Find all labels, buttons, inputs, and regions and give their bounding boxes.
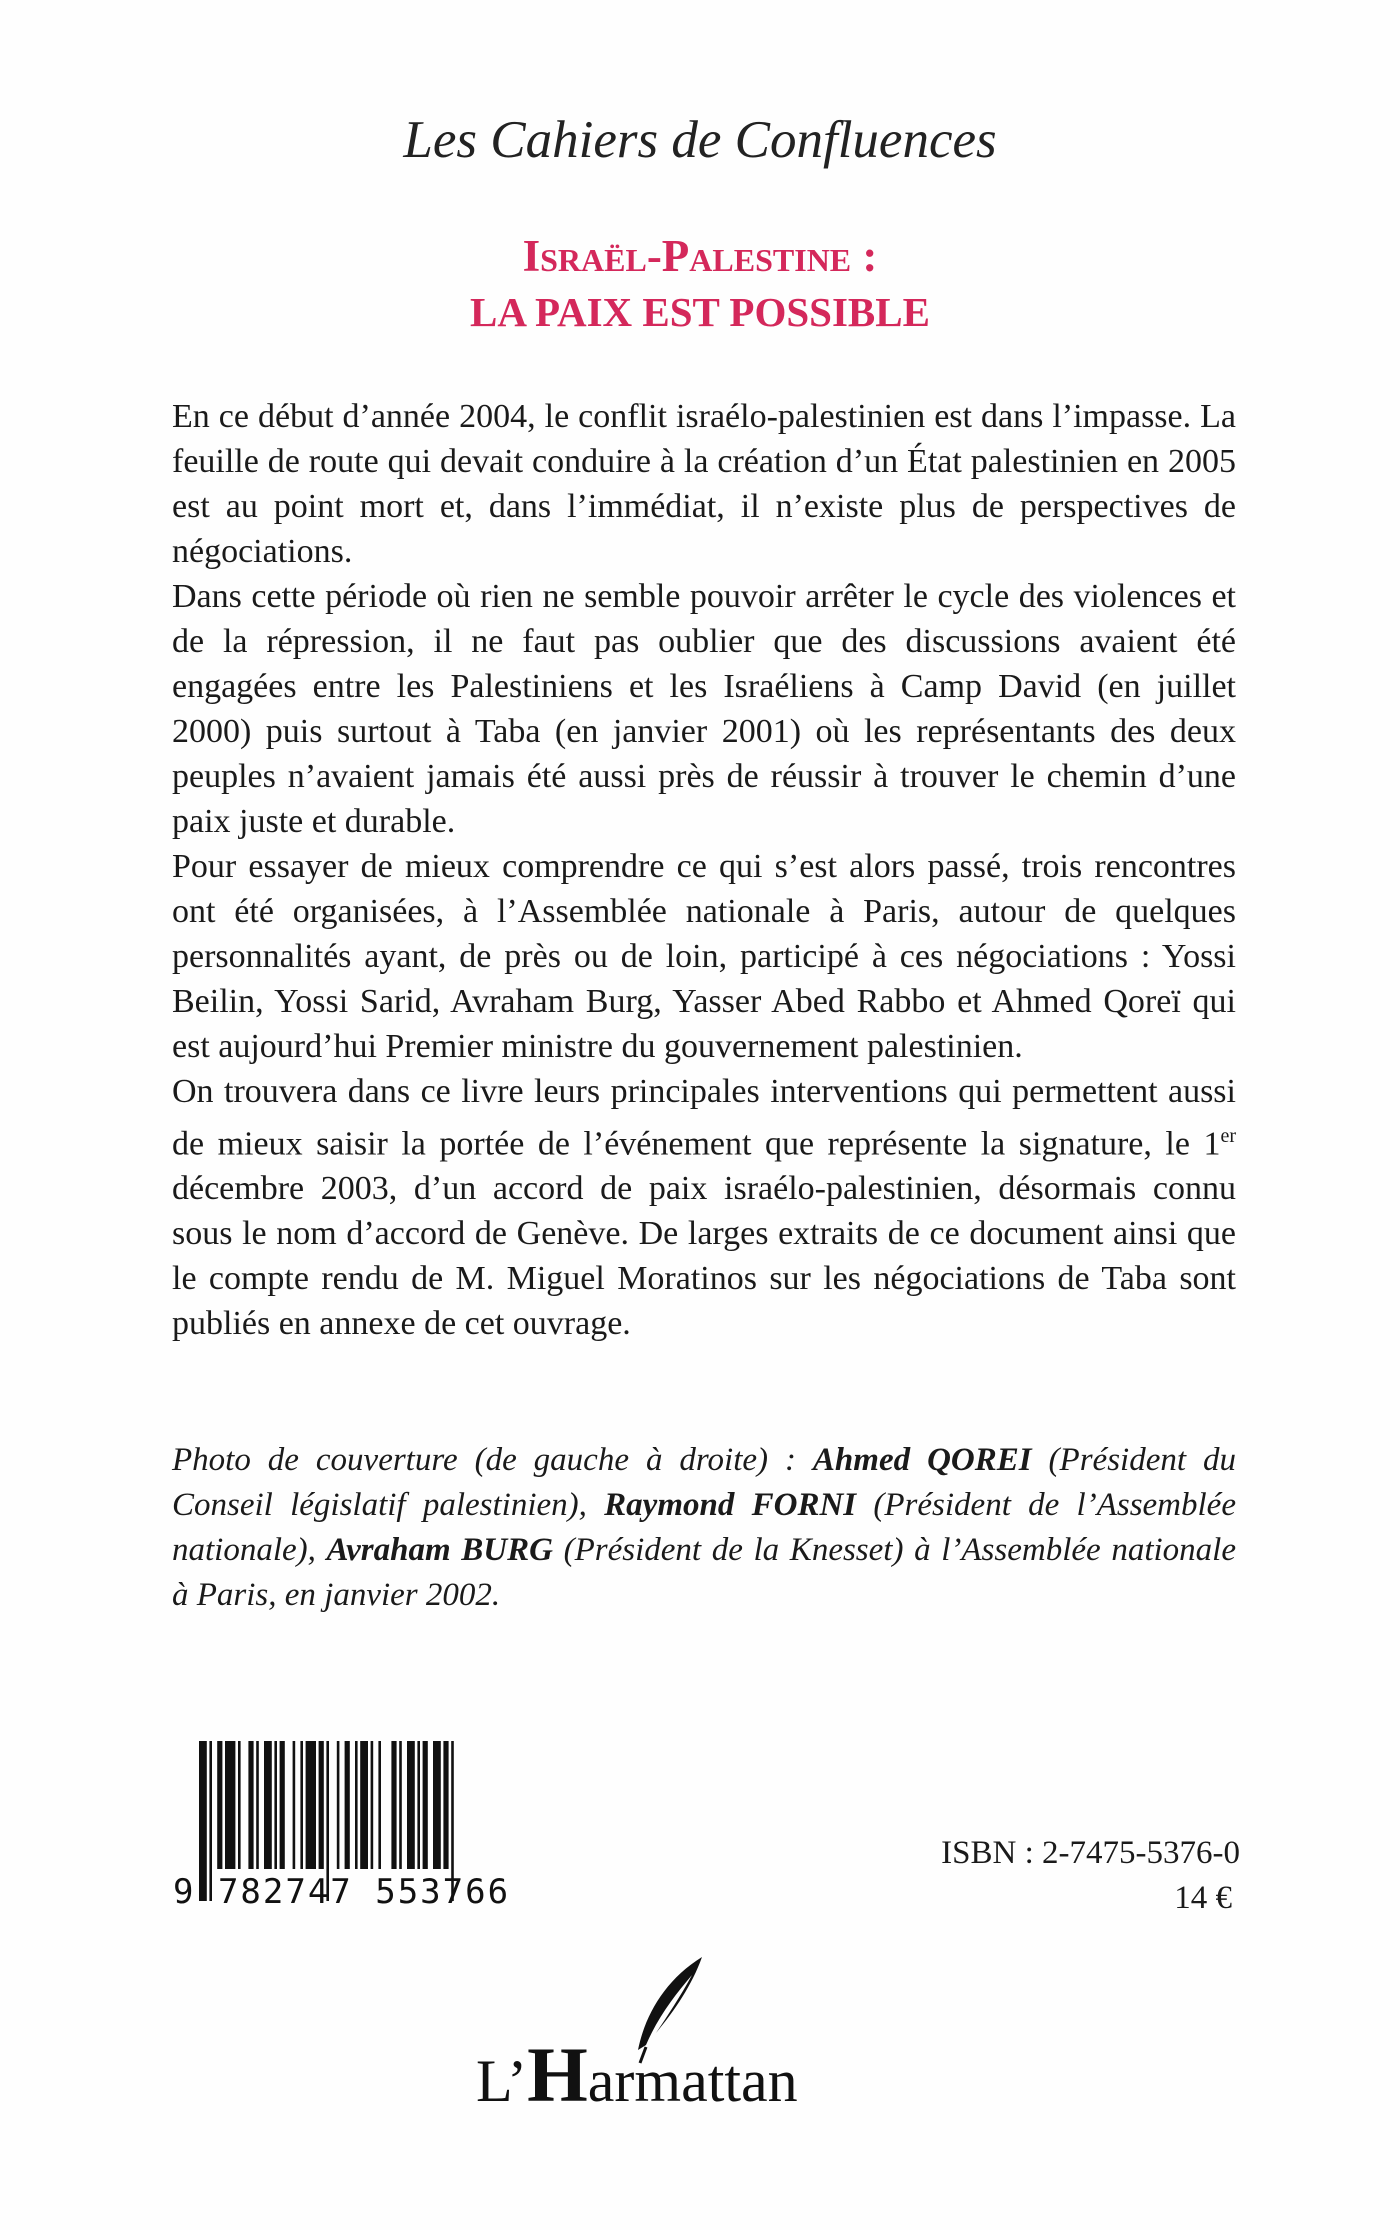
barcode-bar (280, 1741, 285, 1869)
barcode-bar (407, 1741, 415, 1869)
barcode-bar (337, 1741, 340, 1869)
series-title: Les Cahiers de Confluences (403, 111, 997, 169)
publisher-initial: H (527, 2031, 588, 2118)
caption-name-1: Ahmed QOREI (812, 1442, 1032, 1478)
isbn: ISBN : 2-7475-5376-0 (941, 1835, 1240, 1871)
barcode-bar (443, 1741, 448, 1869)
barcode-bar (225, 1741, 235, 1869)
caption-intro: Photo de couverture (de gauche à droite) : (172, 1442, 813, 1478)
barcode-bar (371, 1741, 374, 1869)
photo-caption (172, 1438, 1236, 1618)
barcode-number: 9 782747 553766 (173, 1872, 511, 1912)
blurb-paragraph-4 (172, 1069, 1236, 1346)
barcode-bar (256, 1741, 259, 1869)
caption-name-3: Avraham BURG (326, 1532, 553, 1568)
price: 14 € (1174, 1880, 1232, 1916)
barcode-bar (300, 1741, 303, 1869)
barcode-bar (399, 1741, 402, 1869)
blurb (172, 394, 1236, 1346)
book-title-line1: Israël-Palestine : (522, 231, 878, 281)
barcode-bar (391, 1741, 396, 1869)
barcode-bar (355, 1741, 358, 1869)
caption-role-3: (Président de la Knesset) à l’Assemblée nationale à Paris, en janvier 2002. (172, 1532, 1236, 1613)
publisher-name (476, 2031, 798, 2118)
book-title-line2: LA PAIX EST POSSIBLE (470, 289, 930, 335)
publisher-rest: armattan (587, 2048, 798, 2114)
barcode-bar (264, 1741, 272, 1869)
barcode-bar (433, 1741, 441, 1869)
caption-name-2: Raymond FORNI (604, 1487, 857, 1523)
barcode-bar (248, 1741, 253, 1869)
barcode-bar (319, 1741, 324, 1869)
caption-role-2: (Président de l’Assemblée nationale), (172, 1487, 1236, 1568)
blurb-paragraph-3: Pour essayer de mieux comprendre ce qui s’est alors passé, trois rencontres ont été organisées, à l’Assemblée nationale à Paris, autour de quelques personnalités ayant, de près ou de loin, participé à ces négociations : Yossi Beilin, Yossi Sarid, Avraham Burg, Yasser Abed Rabbo et Ahmed Qoreï qui est aujourd’hui Premier ministre du gouvernement palestinien. (172, 848, 1236, 1065)
publisher-prefix: L’ (476, 2048, 528, 2114)
barcode-bar (274, 1741, 277, 1869)
barcode-bar (417, 1741, 420, 1869)
barcode-bar (238, 1741, 241, 1869)
barcode-bar (306, 1741, 316, 1869)
barcode-bar (217, 1741, 222, 1869)
barcode-bar (378, 1741, 381, 1869)
blurb-paragraph-1: En ce début d’année 2004, le conflit israélo-palestinien est dans l’impasse. La feuille de route qui devait conduire à la création d’un État palestinien en 2005 est au point mort et, dans l’immédiat, il n’existe plus de perspectives de négociations. (172, 398, 1236, 570)
barcode-bar (360, 1741, 368, 1869)
caption-role-1: (Président du Conseil législatif palestinien), (172, 1442, 1236, 1523)
blurb-paragraph-2: Dans cette période où rien ne semble pouvoir arrêter le cycle des violences et de la répression, il ne faut pas oublier que des discussions avaient été engagées entre les Palestiniens et les Israéliens à Camp David (en juillet 2000) puis surtout à Taba (en janvier 2001) où les représentants des deux peuples n’avaient jamais été aussi près de réussir à trouver le chemin d’une paix juste et durable. (172, 578, 1236, 840)
book-title (0, 228, 1400, 340)
paragraph4-start: On trouvera dans ce livre leurs principales interventions qui permettent aussi de mieux saisir la portée de l’événement que représente la signature, le 1 (172, 1073, 1236, 1163)
barcode-bar (345, 1741, 350, 1869)
barcode-bar (293, 1741, 296, 1869)
ordinal-superscript: er (1220, 1125, 1236, 1147)
paragraph4-end: décembre 2003, d’un accord de paix israélo-palestinien, désormais connu sous le nom d’accord de Genève. De larges extraits de ce document ainsi que le compte rendu de M. Miguel Moratinos sur les négociations de Taba sont publiés en annexe de cet ouvrage. (172, 1170, 1236, 1343)
barcode-bar (423, 1741, 428, 1869)
